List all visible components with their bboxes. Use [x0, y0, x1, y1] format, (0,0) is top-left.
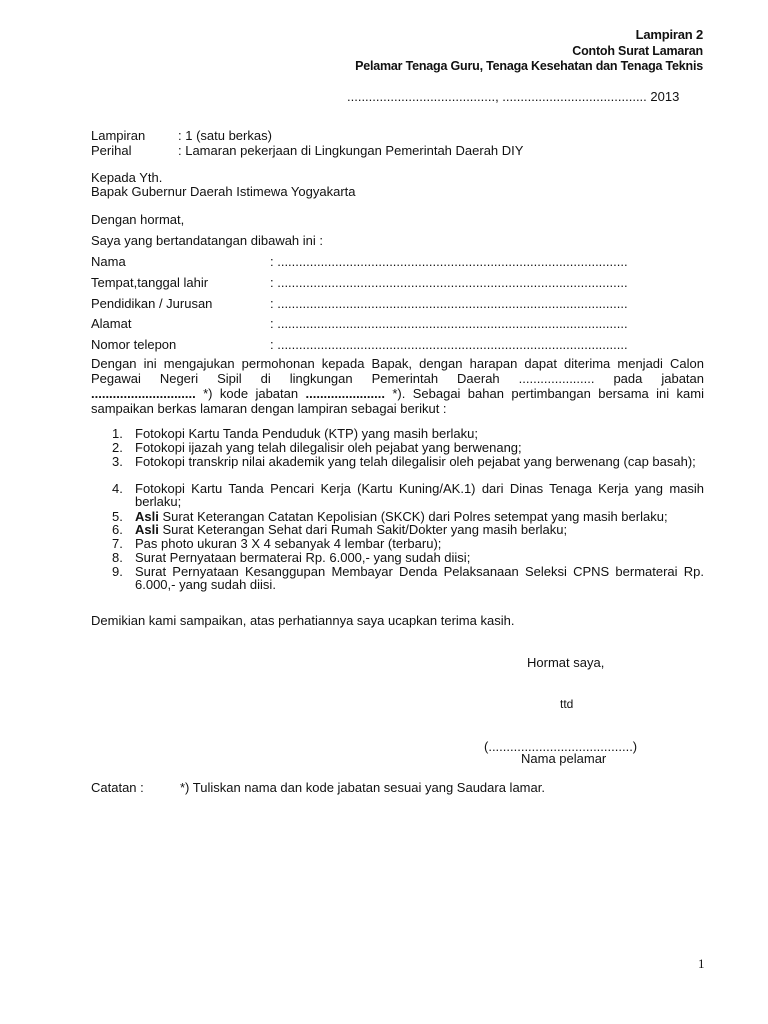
- note-text: *) Tuliskan nama dan kode jabatan sesuai yang Saudara lamar.: [180, 780, 545, 795]
- page-number: 1: [698, 956, 705, 971]
- request-line-3: [91, 386, 704, 401]
- list-item-number: 9.: [112, 564, 123, 579]
- list-item: Surat Pernyataan bermaterai Rp. 6.000,- yang sudah diisi;: [135, 550, 471, 565]
- list-item-number: 5.: [112, 509, 123, 524]
- recipient-line-2: Bapak Gubernur Daerah Istimewa Yogyakarta: [91, 184, 356, 199]
- request-line-3-end: *). Sebagai bahan pertimbangan bersama ini kami: [384, 386, 704, 401]
- signature-ttd: ttd: [560, 697, 574, 711]
- field-value-pendidikan: : .................................................................................................: [270, 296, 628, 311]
- date-line: ........................................., ........................................ 2013: [347, 89, 680, 104]
- field-label-pendidikan: Pendidikan / Jurusan: [91, 296, 213, 311]
- letter-subtitle: Pelamar Tenaga Guru, Tenaga Kesehatan dan Tenaga Teknis: [355, 59, 703, 73]
- list-item-number: 8.: [112, 550, 123, 565]
- field-value-ttl: : .................................................................................................: [270, 275, 628, 290]
- lampiran-value: : 1 (satu berkas): [178, 128, 272, 143]
- list-item: Surat Pernyataan Kesanggupan Membayar Denda Pelaksanaan Seleksi CPNS bermaterai Rp. 6.000,- yang sudah diisi.: [135, 564, 704, 592]
- field-label-telepon: Nomor telepon: [91, 337, 177, 352]
- field-value-alamat: : .................................................................................................: [270, 316, 628, 331]
- list-item-number: 1.: [112, 426, 123, 441]
- signature-greeting: Hormat saya,: [527, 655, 605, 670]
- jabatan-blank: .............................: [91, 386, 196, 401]
- field-label-nama: Nama: [91, 254, 126, 269]
- field-value-telepon: : .................................................................................................: [270, 337, 628, 352]
- request-line-2: Pegawai Negeri Sipil di lingkungan Pemerintah Daerah ..................... pada jabatan: [91, 371, 704, 386]
- perihal-label: Perihal: [91, 143, 132, 158]
- list-item-number: 4.: [112, 481, 123, 496]
- field-label-alamat: Alamat: [91, 316, 132, 331]
- salutation: Dengan hormat,: [91, 212, 185, 227]
- list-item-number: 6.: [112, 522, 123, 537]
- request-line-4: sampaikan berkas lamaran dengan lampiran sebagai berikut :: [91, 401, 447, 416]
- intro-text: Saya yang bertandatangan dibawah ini :: [91, 233, 324, 248]
- request-line-1: Dengan ini mengajukan permohonan kepada Bapak, dengan harapan dapat diterima menjadi Calon: [91, 356, 704, 371]
- list-item: Fotokopi Kartu Tanda Pencari Kerja (Kartu Kuning/AK.1) dari Dinas Tenaga Kerja yang masih berlaku;: [135, 481, 704, 509]
- perihal-value: : Lamaran pekerjaan di Lingkungan Pemerintah Daerah DIY: [178, 143, 524, 158]
- list-item-number: 3.: [112, 454, 123, 469]
- lampiran-label: Lampiran: [91, 128, 146, 143]
- signature-name-label: Nama pelamar: [521, 751, 607, 766]
- note-label: Catatan :: [91, 780, 144, 795]
- lampiran-heading: Lampiran 2: [635, 27, 703, 42]
- field-value-nama: : .................................................................................................: [270, 254, 628, 269]
- kode-jabatan-blank: ......................: [305, 386, 385, 401]
- list-item: Pas photo ukuran 3 X 4 sebanyak 4 lembar (terbaru);: [135, 536, 442, 551]
- list-item: Asli Surat Keterangan Catatan Kepolisian (SKCK) dari Polres setempat yang masih berlaku;: [135, 509, 668, 524]
- signature-name-line: (........................................): [484, 739, 638, 754]
- list-item-number: 2.: [112, 440, 123, 455]
- list-item: Fotokopi ijazah yang telah dilegalisir oleh pejabat yang berwenang;: [135, 440, 522, 455]
- list-item-number: 7.: [112, 536, 123, 551]
- list-item: Fotokopi transkrip nilai akademik yang telah dilegalisir oleh pejabat yang berwenang (cap basah);: [135, 454, 696, 469]
- letter-title: Contoh Surat Lamaran: [572, 44, 703, 58]
- list-item: Asli Surat Keterangan Sehat dari Rumah Sakit/Dokter yang masih berlaku;: [135, 522, 568, 537]
- field-label-ttl: Tempat,tanggal lahir: [91, 275, 209, 290]
- asli-label: Asli: [135, 509, 159, 524]
- recipient-line-1: Kepada Yth.: [91, 170, 163, 185]
- asli-label: Asli: [135, 522, 159, 537]
- list-item: Fotokopi Kartu Tanda Penduduk (KTP) yang masih berlaku;: [135, 426, 479, 441]
- request-kode-text: *) kode jabatan: [195, 386, 306, 401]
- closing-text: Demikian kami sampaikan, atas perhatiannya saya ucapkan terima kasih.: [91, 613, 515, 628]
